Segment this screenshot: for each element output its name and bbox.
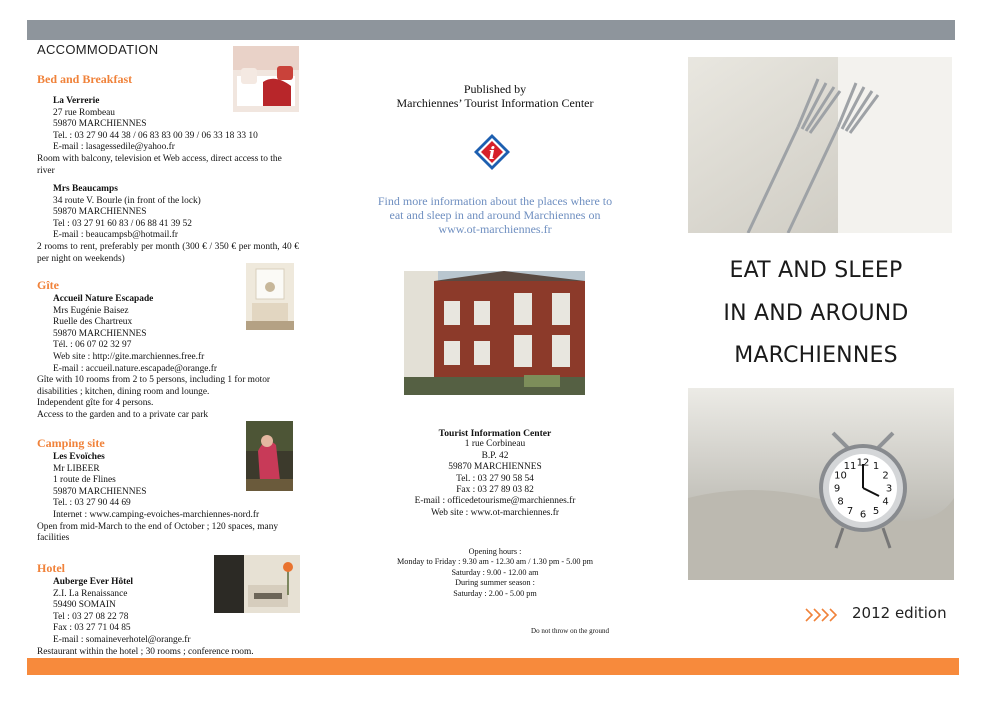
- opening-hours-title: Opening hours :: [468, 547, 522, 556]
- listing-address: 1 route de Flines: [53, 475, 116, 486]
- cover-title-line-2: IN AND AROUND: [723, 301, 909, 326]
- category-bed-and-breakfast: Bed and Breakfast: [37, 72, 133, 86]
- clock-number: 8: [837, 496, 844, 508]
- listing-phone: Tel : 03 27 91 60 83 / 06 88 41 39 52: [53, 218, 192, 229]
- clock-number: 4: [882, 496, 889, 508]
- listing-phone: Tél. : 06 07 02 32 97: [53, 340, 132, 351]
- edition-label: 2012 edition: [852, 604, 947, 622]
- orange-arrows-icon: [804, 607, 840, 623]
- listing-fax: Fax : 03 27 71 04 85: [53, 623, 131, 634]
- listing-email: E-mail : accueil.nature.escapade@orange.fr: [53, 363, 218, 374]
- listing-city: 59870 MARCHIENNES: [53, 328, 147, 339]
- listing-name: Mrs Beaucamps: [53, 184, 118, 194]
- tourist-center-address: [370, 428, 620, 519]
- listing-name: Les Evoïches: [53, 452, 105, 462]
- clock-number: 5: [872, 506, 880, 517]
- tourist-center-website: Web site : www.ot-marchiennes.fr: [430, 507, 560, 518]
- listing-name: La Verrerie: [53, 96, 100, 106]
- listing-name: Auberge Ever Hôtel: [53, 577, 134, 587]
- listing-phone: Tel. : 03 27 90 44 38 / 06 83 83 00 39 / 06 33 18 33 10: [53, 130, 258, 141]
- listing-phone: Tel : 03 27 08 22 78: [53, 611, 129, 622]
- cover-title-line-3: MARCHIENNES: [734, 343, 898, 368]
- website-link[interactable]: www.ot-marchiennes.fr: [438, 222, 552, 236]
- opening-hours: [370, 547, 620, 599]
- listing-email: E-mail : lasagessedile@yahoo.fr: [53, 142, 175, 153]
- listing-beaucamps: [37, 184, 299, 265]
- gite-room-photo: [246, 263, 294, 330]
- listing-city: 59870 MARCHIENNES: [53, 486, 147, 497]
- forks-photo: [688, 57, 952, 233]
- listing-name: Accueil Nature Escapade: [53, 294, 154, 304]
- category-hotel: Hotel: [37, 561, 65, 575]
- listing-email: E-mail : beaucampsb@hotmail.fr: [53, 230, 179, 241]
- clock-number: 2: [882, 470, 889, 482]
- clock-number: 1: [872, 461, 880, 472]
- tourist-center-city: 59870 MARCHIENNES: [448, 462, 542, 473]
- listing-website: Web site : http://gite.marchiennes.free.fr: [53, 351, 205, 362]
- listing-email: E-mail : somaineverhotel@orange.fr: [53, 634, 191, 645]
- listing-description: Room with balcony, television et Web access, direct access to the river: [37, 153, 282, 176]
- clock-number: 7: [846, 506, 854, 517]
- listing-address: 34 route V. Bourle (in front of the lock): [53, 195, 201, 206]
- publisher-name: Marchiennes’ Tourist Information Center: [396, 96, 594, 110]
- listing-contact: Mr LIBEER: [53, 463, 100, 474]
- opening-hours-line: During summer season :: [455, 578, 535, 588]
- listing-city: 59870 MARCHIENNES: [53, 119, 147, 130]
- clock-number: 9: [833, 483, 841, 495]
- clock-number: 10: [834, 470, 847, 482]
- bedroom-photo: [233, 46, 299, 112]
- listing-description: 2 rooms to rent, preferably per month (300 € / 350 € per month, 40 € per night on weekends): [37, 241, 299, 264]
- clock-number: 12: [856, 457, 870, 469]
- category-gite: Gîte: [37, 278, 59, 292]
- more-info-line: Find more information about the places where to: [377, 194, 613, 208]
- category-camping: Camping site: [37, 436, 105, 450]
- logo-letter: i: [488, 144, 496, 164]
- listing-address: Ruelle des Chartreux: [53, 317, 133, 328]
- hotel-room-photo: [214, 555, 300, 613]
- camping-photo: [246, 421, 293, 491]
- opening-hours-line: Saturday : 2.00 - 5.00 pm: [453, 588, 537, 598]
- bottom-bar: [27, 658, 959, 675]
- listing-phone: Tel. : 03 27 90 44 69: [53, 498, 131, 509]
- clock-number: 11: [843, 461, 857, 472]
- listing-city: 59870 MARCHIENNES: [53, 207, 147, 218]
- listing-website: Internet : www.camping-evoiches-marchiennes-nord.fr: [53, 509, 260, 520]
- tourist-center-po-box: B.P. 42: [481, 450, 509, 461]
- opening-hours-line: Saturday : 9.00 - 12.00 am: [451, 567, 539, 577]
- listing-address: Z.I. La Renaissance: [53, 588, 128, 599]
- listing-address: 27 rue Rombeau: [53, 107, 115, 118]
- clock-number: 3: [885, 483, 893, 495]
- more-info-text: [370, 194, 620, 236]
- tourist-office-building-photo: [404, 271, 585, 395]
- top-bar: [27, 20, 955, 40]
- tourist-center-name: Tourist Information Center: [438, 428, 552, 439]
- section-title: ACCOMMODATION: [37, 42, 159, 57]
- listing-description: Open from mid-March to the end of October ; 120 spaces, many facilities: [37, 521, 279, 544]
- tourist-center-email: E-mail : officedetourisme@marchiennes.fr: [414, 496, 576, 507]
- more-info-line: eat and sleep in and around Marchiennes on: [389, 208, 601, 222]
- listing-description: Access to the garden and to a private car park: [37, 409, 209, 420]
- tourist-center-fax: Fax : 03 27 89 03 82: [456, 485, 534, 496]
- publisher-block: [370, 82, 620, 110]
- listing-description: Restaurant within the hotel ; 30 rooms ; conference room.: [37, 646, 254, 657]
- tourist-info-logo-icon: [473, 133, 511, 171]
- do-not-throw-note: Do not throw on the ground: [531, 627, 609, 635]
- alarm-clock-photo: [688, 388, 954, 580]
- opening-hours-line: Monday to Friday : 9.30 am - 12.30 am / 1.30 pm - 5.00 pm: [396, 557, 594, 567]
- tourist-center-phone: Tel. : 03 27 90 58 54: [456, 473, 534, 484]
- clock-number: 6: [859, 509, 867, 521]
- listing-description: Gîte with 10 rooms from 2 to 5 persons, including 1 for motor disabilities ; kitchen, dining room and lounge.: [37, 375, 271, 397]
- listing-description: Independent gîte for 4 persons.: [37, 398, 154, 409]
- published-by-label: Published by: [463, 82, 527, 96]
- cover-title-line-1: EAT AND SLEEP: [729, 258, 903, 283]
- tourist-center-street: 1 rue Corbineau: [464, 439, 526, 450]
- listing-contact: Mrs Eugénie Baisez: [53, 305, 129, 316]
- listing-city: 59490 SOMAIN: [53, 600, 116, 611]
